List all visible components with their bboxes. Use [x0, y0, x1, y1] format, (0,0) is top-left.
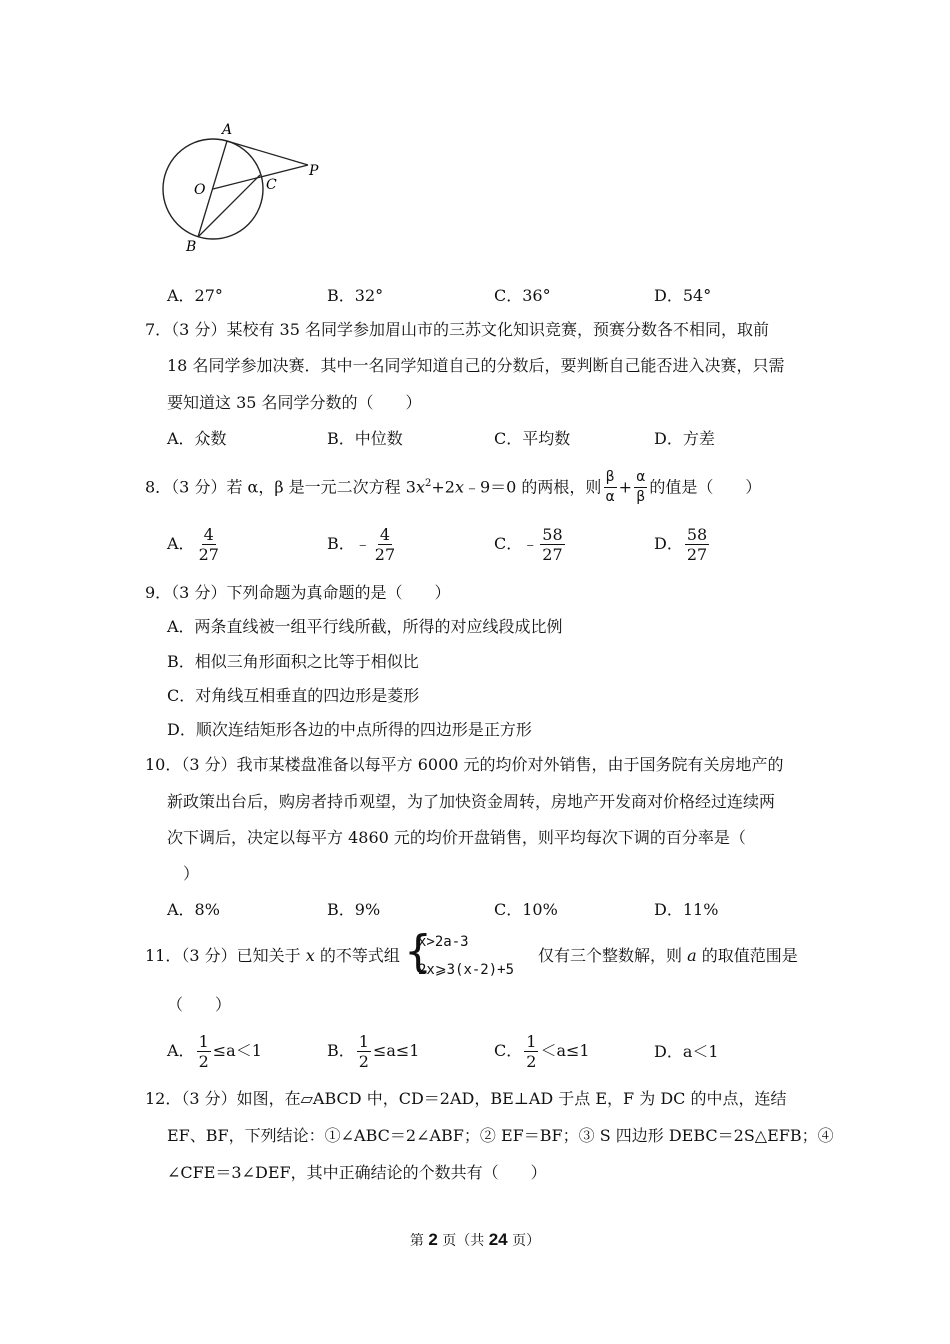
q11-mid: 的不等式组 — [314, 946, 400, 965]
q8-frac-beta-alpha — [603, 468, 616, 507]
frac-num: 58 — [686, 525, 708, 544]
frac-num: 1 — [526, 1032, 537, 1051]
frac-num: α — [634, 468, 647, 488]
frac-den: 27 — [374, 545, 396, 564]
label-a: A — [222, 122, 233, 138]
q11-ineq1: x>2a-3 — [418, 934, 469, 950]
q6-option-a: A．27° — [167, 286, 223, 305]
frac-num: 4 — [379, 525, 391, 544]
q12-line3: ∠CFE＝3∠DEF，其中正确结论的个数共有（ ） — [167, 1163, 547, 1182]
option-label: A． — [167, 1041, 195, 1060]
q11-option-d — [654, 1042, 719, 1062]
frac-num: 4 — [203, 525, 214, 544]
label-p: P — [309, 163, 319, 179]
q11-stem-right — [538, 946, 798, 966]
segment-ap — [227, 141, 308, 165]
option-sign: ﹣ — [522, 534, 539, 553]
q12-line2: EF、BF，下列结论：①∠ABC＝2∠ABF；② EF＝BF；③ S 四边形 DEBC＝2S△EFB；④ — [167, 1126, 834, 1145]
q8-mid: +2 — [431, 477, 455, 497]
q10-line1: 10．（3 分）我市某楼盘准备以每平方 6000 元的均价对外销售，由于国务院有关房地产的 — [145, 755, 784, 774]
frac-den: 27 — [686, 545, 708, 564]
frac-den: 27 — [542, 545, 563, 564]
option-relation: ＜a≤1 — [540, 1041, 590, 1060]
footer-total-pages: 24 — [488, 1230, 508, 1249]
option-fraction — [197, 1032, 211, 1071]
q8-sup: 2 — [424, 478, 432, 489]
option-fraction — [373, 525, 397, 564]
q8-stem — [145, 465, 761, 507]
frac-num: 1 — [358, 1032, 369, 1051]
q8-option-d — [654, 525, 711, 564]
q9-option-b: B．相似三角形面积之比等于相似比 — [167, 652, 419, 671]
q11-option-a — [167, 1032, 262, 1071]
q10-line4: ） — [183, 864, 200, 883]
q8-option-c — [494, 525, 567, 564]
option-sign: ﹣ — [354, 534, 371, 553]
q9-option-a: A．两条直线被一组平行线所截，所得的对应线段成比例 — [167, 617, 563, 636]
frac-den: 2 — [358, 1052, 369, 1071]
q7-line1: 7．（3 分）某校有 35 名同学参加眉山市的三苏文化知识竞赛，预赛分数各不相同，取前 — [145, 320, 769, 339]
q8-plus: + — [618, 477, 633, 497]
q11-stem-left — [145, 946, 400, 966]
footer-page-number: 2 — [428, 1230, 438, 1249]
option-label: C． — [494, 1041, 523, 1060]
q11-suffix1: 仅有三个整数解，则 — [538, 946, 688, 965]
q8-rest: ﹣9＝0 的两根，则 — [463, 477, 602, 497]
option-label: B． — [327, 534, 355, 553]
label-c: C — [266, 177, 277, 193]
q6-option-c: C．36° — [494, 286, 551, 305]
q7-option-b: B．中位数 — [327, 429, 403, 448]
q12-line1: 12．（3 分）如图，在▱ABCD 中，CD＝2AD，BE⊥AD 于点 E，F 为 DC 的中点，连结 — [145, 1089, 787, 1108]
q8-option-a — [167, 525, 223, 564]
q8-option-b — [327, 525, 399, 564]
option-fraction — [197, 525, 221, 564]
q11-line2: （ ） — [167, 995, 232, 1014]
q9-option-d: D．顺次连结矩形各边的中点所得的四边形是正方形 — [167, 720, 532, 739]
footer-mid: 页（共 — [437, 1233, 489, 1249]
q7-option-c: C．平均数 — [494, 429, 571, 448]
frac-num: 58 — [542, 525, 563, 544]
page-footer — [0, 1230, 950, 1250]
q11-brace: { — [404, 926, 432, 977]
q10-option-c: C．10% — [494, 900, 558, 919]
q11-var-x: x — [305, 946, 315, 965]
footer-post: 页） — [507, 1233, 541, 1249]
option-label: A． — [167, 534, 195, 553]
frac-den: β — [636, 489, 646, 506]
q10-option-d: D．11% — [654, 900, 719, 919]
q11-ineq2: 2x⩾3(x-2)+5 — [418, 962, 515, 978]
q11-option-c — [494, 1032, 590, 1071]
q10-option-b: B．9% — [327, 900, 381, 919]
option-label: D． — [654, 1042, 683, 1061]
q7-line3: 要知道这 35 名同学分数的（ ） — [167, 393, 422, 412]
frac-den: α — [605, 489, 615, 506]
frac-den: 2 — [526, 1052, 537, 1071]
q11-var-a: a — [687, 946, 697, 965]
frac-num: β — [604, 468, 617, 488]
q11-prefix: 11．（3 分）已知关于 — [145, 946, 306, 965]
option-relation: ≤a≤1 — [372, 1041, 420, 1060]
option-relation: a＜1 — [682, 1042, 719, 1061]
option-relation: ≤a＜1 — [212, 1041, 262, 1060]
q8-frac-alpha-beta — [634, 468, 647, 507]
q6-option-d: D．54° — [654, 286, 712, 305]
label-o: O — [194, 182, 206, 198]
frac-num: 1 — [198, 1032, 209, 1051]
option-fraction — [524, 1032, 538, 1071]
q7-option-a: A．众数 — [167, 429, 227, 448]
option-label: B． — [327, 1041, 355, 1060]
option-fraction — [685, 525, 709, 564]
option-label: C． — [494, 534, 523, 553]
q9-stem: 9．（3 分）下列命题为真命题的是（ ） — [145, 583, 451, 602]
option-fraction — [357, 1032, 371, 1071]
q8-suffix: 的值是（ ） — [649, 477, 762, 497]
q10-line3: 次下调后，决定以每平方 4860 元的均价开盘销售，则平均每次下调的百分率是（ — [167, 828, 746, 847]
q9-option-c: C．对角线互相垂直的四边形是菱形 — [167, 686, 420, 705]
q10-line2: 新政策出台后，购房者持币观望，为了加快资金周转，房地产开发商对价格经过连续两 — [167, 792, 776, 811]
segment-op — [213, 165, 308, 189]
q7-option-d: D．方差 — [654, 429, 715, 448]
option-label: D． — [654, 534, 683, 553]
frac-den: 2 — [198, 1052, 209, 1071]
q11-suffix2: 的取值范围是 — [696, 946, 798, 965]
circle-figure — [160, 118, 330, 258]
label-b: B — [186, 239, 197, 255]
q8-var-x2: x — [454, 477, 464, 497]
q6-option-b: B．32° — [327, 286, 384, 305]
q10-option-a: A．8% — [167, 900, 220, 919]
footer-pre: 第 — [409, 1233, 429, 1249]
q8-prefix: 8．（3 分）若 α，β 是一元二次方程 3 — [145, 477, 416, 497]
q8-var-x: x — [415, 477, 425, 497]
q7-line2: 18 名同学参加决赛．其中一名同学知道自己的分数后，要判断自己能否进入决赛，只需 — [167, 356, 785, 375]
q11-option-b — [327, 1032, 419, 1071]
frac-den: 27 — [198, 545, 219, 564]
option-fraction — [540, 525, 564, 564]
